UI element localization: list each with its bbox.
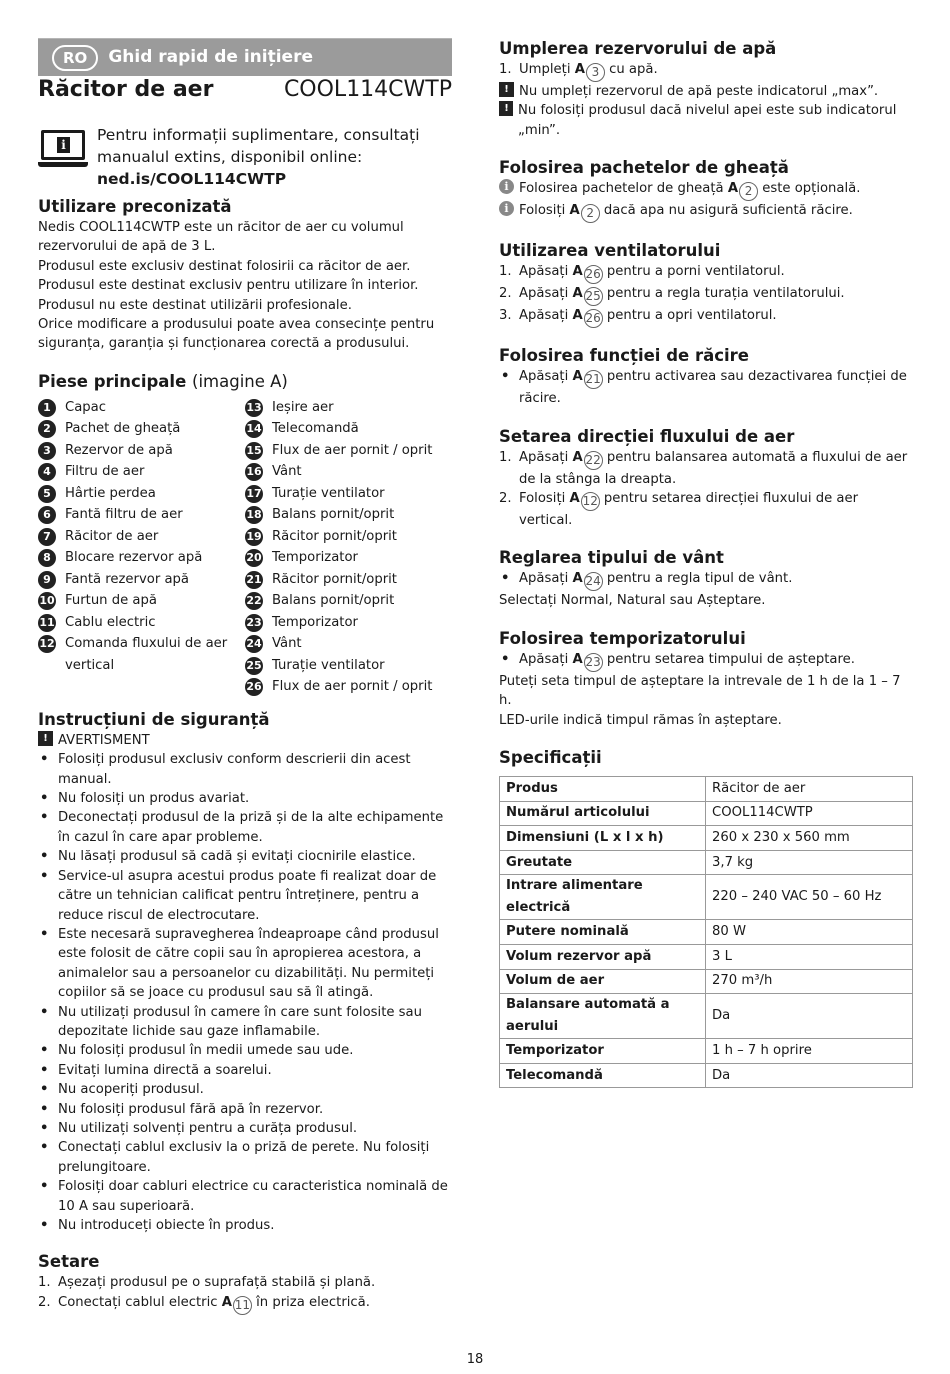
- specs-heading: Specificații: [499, 748, 602, 768]
- specs-key: Balansare automată a aerului: [500, 994, 706, 1039]
- online-manual-info: [38, 124, 452, 190]
- product-title: Răcitor de aer: [38, 77, 214, 102]
- part-number-badge: 14: [245, 420, 263, 438]
- part-label: Fantă filtru de aer: [65, 507, 183, 523]
- part-item: [38, 633, 245, 676]
- specs-key: Dimensiuni (L x l x h): [500, 826, 706, 851]
- part-item: [245, 526, 452, 548]
- cooling-steps: [499, 367, 915, 408]
- safety-item: • Nu utilizați produsul în camere în care sunt folosite sau depozitate lichide sau gaze inflamabile.: [38, 1003, 452, 1042]
- specs-value: 3,7 kg: [706, 850, 913, 875]
- part-item: [38, 547, 245, 569]
- specs-value: COOL114CWTP: [706, 801, 913, 826]
- safety-item: • Nu folosiți produsul în medii umede sau ude.: [38, 1041, 452, 1060]
- part-label: Blocare rezervor apă: [65, 550, 203, 566]
- laptop-info-icon: i: [38, 130, 88, 172]
- page-number: 18: [466, 1352, 484, 1367]
- online-manual-text: Pentru informații suplimentare, consultați manualul extins, disponibil online: ned.is/COOL114CWTP: [97, 126, 420, 188]
- part-label: Temporizator: [272, 614, 358, 630]
- part-number-badge: 7: [38, 528, 56, 546]
- airflow-steps: [499, 448, 915, 531]
- part-label: Fantă rezervor apă: [65, 571, 189, 587]
- specs-key: Intrare alimentare electrică: [500, 875, 706, 920]
- part-item: [38, 504, 245, 526]
- airflow-heading: Setarea direcției fluxului de aer: [499, 426, 795, 446]
- part-label: Telecomandă: [272, 421, 359, 437]
- right-column: [499, 38, 915, 1088]
- part-label: Cablu electric: [65, 614, 156, 630]
- fan-steps: [499, 262, 915, 328]
- part-item: [245, 655, 452, 677]
- safety-item: • Nu lăsați produsul să cadă și evitați ciocnirile elastice.: [38, 847, 452, 866]
- part-item: [38, 440, 245, 462]
- fill-warning: ! Nu umpleți rezervorul de apă peste indicatorul „max”.: [499, 82, 915, 101]
- safety-item: • Folosiți doar cabluri electrice cu caracteristica nominală de 10 A sau superioară.: [38, 1177, 452, 1216]
- part-item: [245, 547, 452, 569]
- info-icon: i: [499, 179, 514, 194]
- part-item: [245, 504, 452, 526]
- part-number-badge: 23: [245, 614, 263, 632]
- part-number-badge: 20: [245, 549, 263, 567]
- intended-use-heading: Utilizare preconizată: [38, 197, 232, 216]
- part-number-badge: 11: [38, 614, 56, 632]
- cooling-heading: Folosirea funcției de răcire: [499, 346, 749, 366]
- specs-table: [499, 776, 913, 1088]
- fan-step: 2. Apăsați A 25 pentru a regla turația ventilatorului.: [499, 284, 915, 306]
- specs-key: Telecomandă: [500, 1063, 706, 1088]
- warning-icon: [499, 101, 513, 116]
- part-number-badge: 24: [245, 635, 263, 653]
- part-item: [38, 418, 245, 440]
- main-parts-heading: Piese principale (imagine A): [38, 371, 288, 391]
- part-label: Răcitor pornit/oprit: [272, 528, 397, 544]
- safety-item: • Nu acoperiți produsul.: [38, 1080, 452, 1099]
- part-number-badge: 6: [38, 506, 56, 524]
- specs-row: [500, 777, 913, 802]
- airflow-step: 1. Apăsați A 22 pentru balansarea automată a fluxului de aer de la stânga la dreapta.: [499, 449, 908, 487]
- reference-number: 11: [233, 1296, 252, 1315]
- reference-number: 12: [581, 492, 600, 511]
- part-item: [38, 612, 245, 634]
- part-item: [38, 526, 245, 548]
- wind-step: • Apăsați A 24 pentru a regla tipul de vânt.: [499, 569, 915, 591]
- specs-value: Da: [706, 994, 913, 1039]
- specs-row: [500, 1063, 913, 1088]
- timer-note: LED-urile indică timpul rămas în așteptare.: [499, 712, 782, 728]
- part-label: Vânt: [272, 636, 302, 652]
- part-item: [38, 590, 245, 612]
- part-label: Turație ventilator: [272, 657, 385, 673]
- part-item: [38, 569, 245, 591]
- part-number-badge: 18: [245, 506, 263, 524]
- guide-title: Ghid rapid de inițiere: [108, 46, 313, 67]
- specs-value: 1 h – 7 h oprire: [706, 1039, 913, 1064]
- part-label: Furtun de apă: [65, 593, 157, 609]
- part-label: Capac: [65, 399, 106, 415]
- part-item: [245, 590, 452, 612]
- part-number-badge: 4: [38, 463, 56, 481]
- specs-value: 220 – 240 VAC 50 – 60 Hz: [706, 875, 913, 920]
- safety-item: • Service-ul asupra acestui produs poate fi realizat doar de către un tehnician calificat pentru întreținere, pentru a reduce riscul de electrocutare.: [38, 867, 452, 925]
- part-number-badge: 21: [245, 571, 263, 589]
- fill-steps: [499, 60, 915, 82]
- part-item: [38, 397, 245, 419]
- part-item: [245, 612, 452, 634]
- specs-key: Volum de aer: [500, 969, 706, 994]
- timer-step: • Apăsați A 23 pentru setarea timpului de așteptare.: [499, 650, 915, 672]
- timer-heading: Folosirea temporizatorului: [499, 628, 746, 648]
- reference-number: 22: [584, 451, 603, 470]
- part-label: Rezervor de apă: [65, 442, 173, 458]
- part-label: Comanda fluxului de aer vertical: [65, 636, 228, 673]
- specs-value: 80 W: [706, 920, 913, 945]
- info-icon: i: [499, 201, 514, 216]
- specs-key: Volum rezervor apă: [500, 945, 706, 970]
- part-number-badge: 25: [245, 657, 263, 675]
- part-number-badge: 3: [38, 442, 56, 460]
- part-label: Temporizator: [272, 550, 358, 566]
- part-item: [245, 418, 452, 440]
- part-label: Turație ventilator: [272, 485, 385, 501]
- specs-row: [500, 850, 913, 875]
- part-label: Vânt: [272, 464, 302, 480]
- language-header-bar: [38, 38, 452, 76]
- reference-number: 24: [584, 572, 603, 591]
- part-item: [38, 483, 245, 505]
- part-label: Balans pornit/oprit: [272, 507, 395, 523]
- part-label: Filtru de aer: [65, 464, 145, 480]
- reference-number: 2: [739, 182, 758, 201]
- specs-value: 260 x 230 x 560 mm: [706, 826, 913, 851]
- specs-row: [500, 994, 913, 1039]
- timer-note: Puteți seta timpul de așteptare la intrevale de 1 h de la 1 – 7 h.: [499, 673, 901, 709]
- parts-list: [38, 397, 452, 698]
- safety-item: • Nu introduceți obiecte în produs.: [38, 1216, 452, 1235]
- part-number-badge: 8: [38, 549, 56, 567]
- reference-number: 21: [584, 370, 603, 389]
- specs-row: [500, 875, 913, 920]
- warning-icon: [38, 731, 53, 746]
- safety-item: • Nu folosiți un produs avariat.: [38, 789, 452, 808]
- specs-key: Greutate: [500, 850, 706, 875]
- part-number-badge: 10: [38, 592, 56, 610]
- safety-item: • Folosiți produsul exclusiv conform descrierii din acest manual.: [38, 750, 452, 789]
- parts-column-2: [245, 397, 452, 698]
- safety-item: • Este necesară supravegherea îndeaproape când produsul este folosit de către copii sau în apropierea acestora, a animalelor sau a persoanelor cu dizabilități. Nu permiteți copiilor să se joace cu produsul sau să îl atingă.: [38, 925, 452, 1003]
- part-number-badge: 12: [38, 635, 56, 653]
- fan-heading: Utilizarea ventilatorului: [499, 241, 721, 261]
- specs-row: [500, 1039, 913, 1064]
- specs-row: [500, 945, 913, 970]
- manual-link[interactable]: ned.is/COOL114CWTP: [97, 170, 287, 188]
- reference-number: 2: [581, 204, 600, 223]
- part-label: Hârtie perdea: [65, 485, 156, 501]
- part-item: [38, 461, 245, 483]
- setup-step: 2. Conectați cablul electric A 11 în priza electrică.: [38, 1293, 452, 1315]
- part-label: Flux de aer pornit / oprit: [272, 442, 433, 458]
- intended-use-text: Nedis COOL114CWTP este un răcitor de aer cu volumul rezervorului de apă de 3 L. Produsul este exclusiv destinat folosirii ca răcitor de aer. Produsul este destinat exclusiv pentru utilizare în interior. Produsul nu este destinat utilizării profesionale. Orice modificare a produsului poate avea consecințe pentru siguranța, garanția și funcționarea corectă a produsului.: [38, 220, 435, 352]
- reference-number: 26: [584, 309, 603, 328]
- part-label: Pachet de gheață: [65, 421, 181, 437]
- left-column: [38, 38, 452, 1315]
- fill-step: 1. Umpleți A 3 cu apă.: [499, 60, 915, 82]
- ice-info: i Folosirea pachetelor de gheață A 2 este opțională.: [499, 179, 915, 201]
- specs-value: Răcitor de aer: [706, 777, 913, 802]
- part-item: [245, 397, 452, 419]
- ice-info: i Folosiți A 2 dacă apa nu asigură suficientă răcire.: [499, 201, 915, 223]
- part-label: Ieșire aer: [272, 399, 334, 415]
- wind-type-heading: Reglarea tipului de vânt: [499, 548, 724, 568]
- fill-tank-heading: Umplerea rezervorului de apă: [499, 39, 777, 58]
- part-label: Răcitor pornit/oprit: [272, 571, 397, 587]
- ice-packs-heading: Folosirea pachetelor de gheață: [499, 158, 789, 178]
- part-number-badge: 2: [38, 420, 56, 438]
- reference-number: 23: [584, 653, 603, 672]
- part-number-badge: 17: [245, 485, 263, 503]
- model-number: COOL114CWTP: [283, 77, 452, 102]
- warning-icon: [499, 82, 514, 97]
- safety-heading: Instrucțiuni de siguranță: [38, 709, 270, 729]
- title-row: [38, 77, 452, 110]
- timer-steps: [499, 650, 915, 672]
- cooling-step: • Apăsați A 21 pentru activarea sau dezactivarea funcției de răcire.: [499, 367, 915, 408]
- safety-item: • Nu folosiți produsul fără apă în rezervor.: [38, 1100, 452, 1119]
- part-number-badge: 26: [245, 678, 263, 696]
- safety-item: • Nu utilizați solvenți pentru a curăța produsul.: [38, 1119, 452, 1138]
- language-badge: RO: [52, 45, 98, 71]
- safety-item: • Evitați lumina directă a soarelui.: [38, 1061, 452, 1080]
- safety-list: [38, 750, 452, 1235]
- part-label: Răcitor de aer: [65, 528, 159, 544]
- part-item: [245, 440, 452, 462]
- part-number-badge: 5: [38, 485, 56, 503]
- warning-label: ! AVERTISMENT: [38, 731, 452, 750]
- part-number-badge: 13: [245, 399, 263, 417]
- part-item: [245, 633, 452, 655]
- specs-key: Produs: [500, 777, 706, 802]
- wind-steps: [499, 569, 915, 591]
- fan-step: 3. Apăsați A 26 pentru a opri ventilatorul.: [499, 306, 915, 328]
- part-item: [245, 483, 452, 505]
- specs-row: [500, 826, 913, 851]
- reference-number: 25: [584, 287, 603, 306]
- safety-item: • Conectați cablul exclusiv la o priză de perete. Nu folosiți prelungitoare.: [38, 1138, 452, 1177]
- part-number-badge: 22: [245, 592, 263, 610]
- specs-value: 3 L: [706, 945, 913, 970]
- part-number-badge: 1: [38, 399, 56, 417]
- fan-step: 1. Apăsați A 26 pentru a porni ventilatorul.: [499, 262, 915, 284]
- part-label: Flux de aer pornit / oprit: [272, 679, 433, 695]
- specs-row: [500, 969, 913, 994]
- wind-note: Selectați Normal, Natural sau Așteptare.: [499, 593, 766, 609]
- specs-value: 270 m³/h: [706, 969, 913, 994]
- reference-number: 26: [584, 265, 603, 284]
- specs-row: [500, 920, 913, 945]
- setup-step: 1. Așezați produsul pe o suprafață stabilă și plană.: [38, 1275, 376, 1291]
- parts-column-1: [38, 397, 245, 698]
- setup-heading: Setare: [38, 1252, 100, 1272]
- part-item: [245, 461, 452, 483]
- part-number-badge: 15: [245, 442, 263, 460]
- part-number-badge: 16: [245, 463, 263, 481]
- part-item: [245, 569, 452, 591]
- specs-key: Numărul articolului: [500, 801, 706, 826]
- airflow-step: 2. Folosiți A 12 pentru setarea direcției fluxului de aer vertical.: [499, 491, 858, 529]
- part-label: Balans pornit/oprit: [272, 593, 395, 609]
- part-number-badge: 19: [245, 528, 263, 546]
- specs-key: Putere nominală: [500, 920, 706, 945]
- fill-warning: ! Nu folosiți produsul dacă nivelul apei este sub indicatorul „min”.: [499, 101, 915, 140]
- safety-item: • Deconectați produsul de la priză și de la alte echipamente în cazul în care apar probleme.: [38, 808, 452, 847]
- part-item: [245, 676, 452, 698]
- reference-number: 3: [586, 63, 605, 82]
- setup-steps: [38, 1273, 452, 1314]
- part-number-badge: 9: [38, 571, 56, 589]
- specs-row: [500, 801, 913, 826]
- specs-value: Da: [706, 1063, 913, 1088]
- specs-key: Temporizator: [500, 1039, 706, 1064]
